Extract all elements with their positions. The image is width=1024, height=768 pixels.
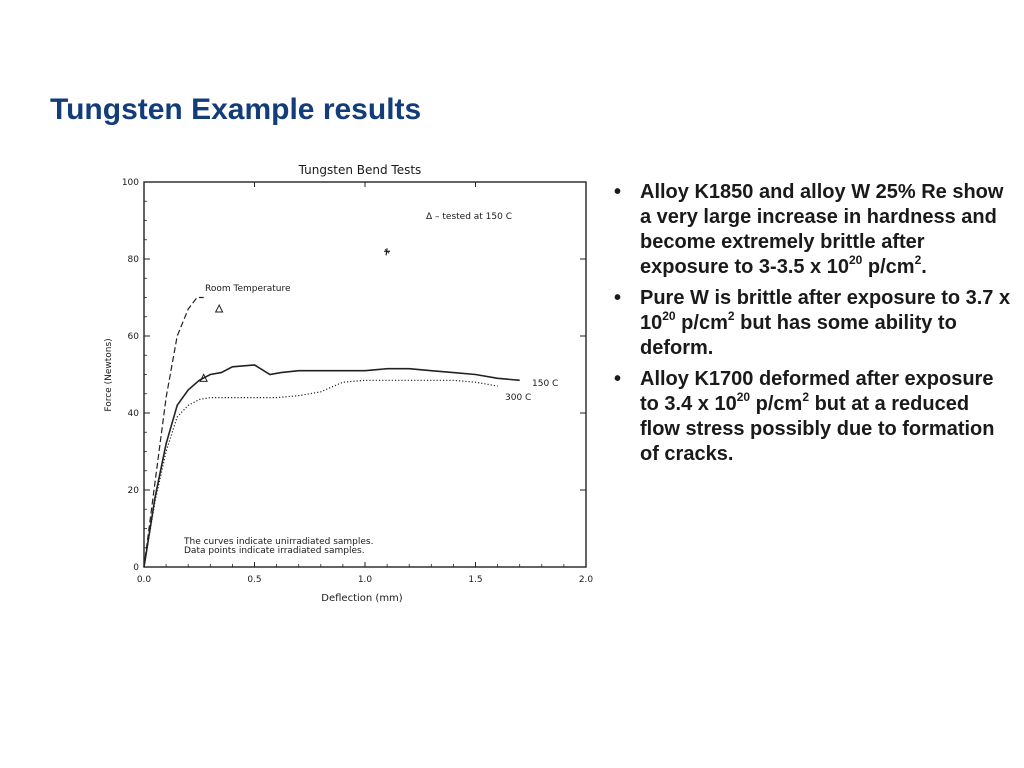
bullet-item: [612, 180, 1012, 280]
y-tick-label: 0: [133, 563, 139, 573]
y-tick-label: 20: [127, 486, 139, 496]
y-tick-label: 100: [121, 178, 139, 188]
bullet-text: .: [921, 256, 927, 278]
chart-note-line1: The curves indicate unirradiated samples.: [184, 537, 374, 547]
bullet-item: [612, 286, 1012, 361]
series-layer: [144, 298, 520, 568]
bullet-superscript: 2: [727, 309, 735, 323]
series-label-300c: 300 C: [505, 393, 532, 403]
chart-title: Tungsten Bend Tests: [298, 163, 422, 177]
bullet-text: but at a reduced flow stress possibly due to formation of cracks.: [640, 393, 995, 465]
bend-test-chart: [100, 155, 600, 610]
chart-note-line2: Data points indicate irradiated samples.: [184, 546, 365, 556]
x-tick-label: 0.0: [136, 575, 152, 585]
bullet-dot: •: [614, 181, 622, 203]
x-tick-label: 1.0: [357, 575, 373, 585]
bullet-dot: •: [614, 368, 622, 390]
bullet-superscript: 20: [662, 309, 676, 323]
x-tick-label: 0.5: [247, 575, 262, 585]
legend-triangle-note: Δ – tested at 150 C: [426, 212, 513, 222]
bullet-text: p/cm: [862, 256, 915, 278]
series-line-room-temperature: [144, 298, 204, 568]
bullet-text: Pure W is brittle after exposure to 3.7 x 10: [640, 287, 1011, 334]
bullet-dot: •: [614, 287, 622, 309]
y-tick-label: 40: [127, 409, 139, 419]
bullet-text: Alloy K1850 and alloy W 25% Re show a very large increase in hardness and become extremely brittle after exposure to 3-3.5 x 10: [640, 181, 1004, 278]
x-axis-label: Deflection (mm): [321, 593, 403, 604]
y-tick-label: 60: [127, 332, 139, 342]
bullet-text: p/cm: [750, 393, 803, 415]
room-temperature-label: Room Temperature: [205, 284, 291, 294]
irradiated-points: [200, 248, 390, 381]
x-tick-label: 1.5: [468, 575, 483, 585]
bullet-item: [612, 367, 1012, 467]
x-tick-label: 2.0: [578, 575, 594, 585]
bullet-superscript: 2: [914, 253, 922, 267]
bullet-superscript: 20: [848, 253, 863, 267]
bullet-superscript: 20: [736, 390, 751, 404]
bullet-list: [612, 180, 1012, 473]
y-axis-label: Force (Newtons): [104, 338, 114, 412]
series-label-150c: 150 C: [532, 379, 559, 389]
irradiated-point-triangle: [216, 305, 223, 312]
bullet-text: p/cm: [675, 312, 728, 334]
bullet-text: but has some ability to deform.: [640, 312, 957, 359]
irradiated-point-star: [384, 248, 390, 255]
y-tick-label: 80: [127, 255, 139, 265]
slide-title: Tungsten Example results: [50, 93, 422, 126]
bullet-text: Alloy K1700 deformed after exposure to 3.4 x 10: [640, 368, 994, 415]
bullet-superscript: 2: [802, 390, 810, 404]
chart-svg: [100, 155, 600, 610]
